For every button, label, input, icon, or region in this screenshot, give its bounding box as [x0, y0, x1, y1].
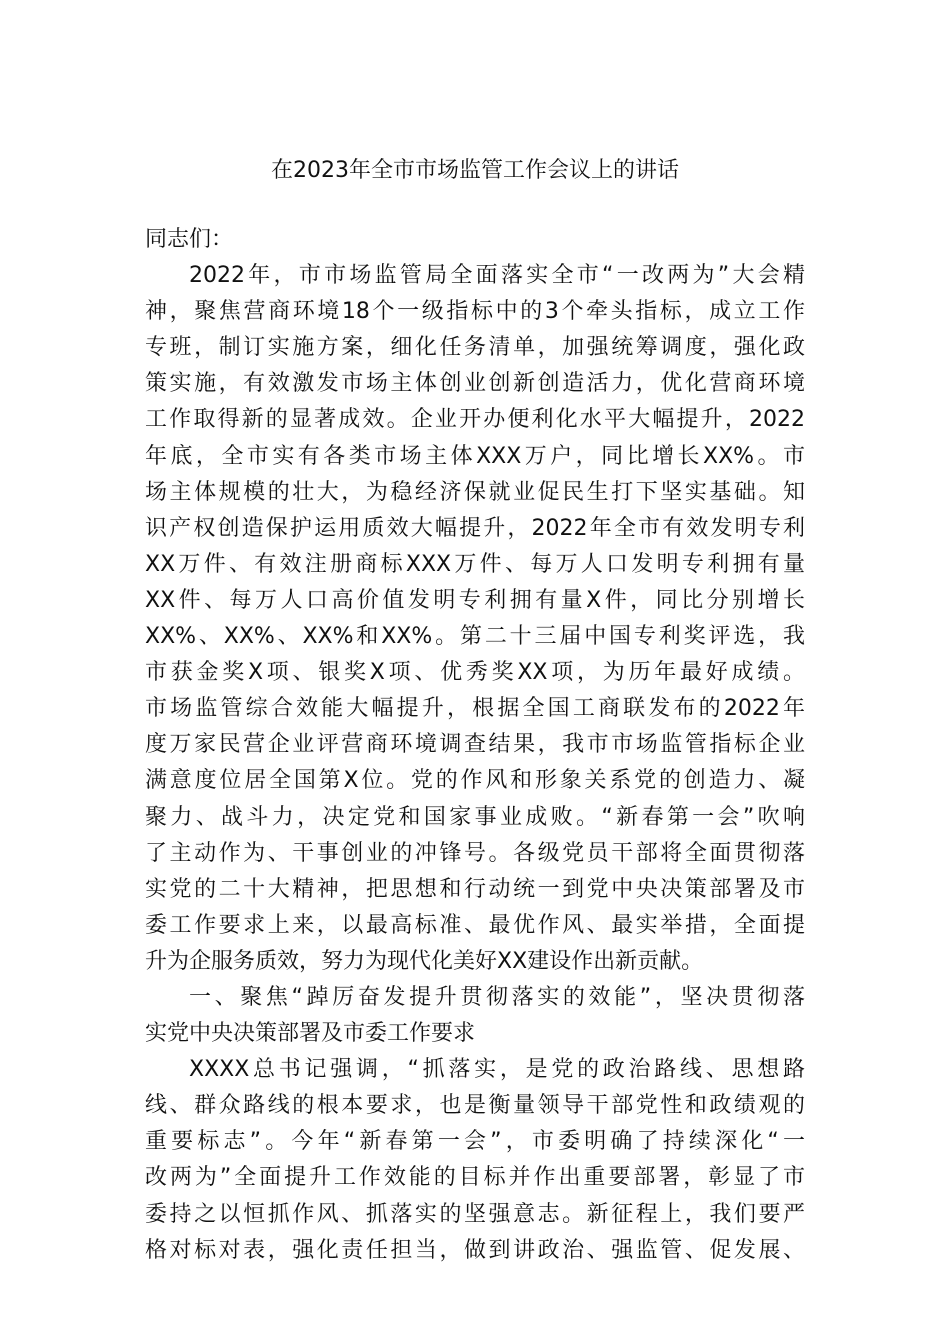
text-line: 满意度位居全国第X位。党的作风和形象关系党的创造力、凝 — [145, 768, 805, 794]
text-line: 神，聚焦营商环境18个一级指标中的3个牵头指标，成立工作 — [145, 299, 805, 325]
text-line: 市场监管综合效能大幅提升，根据全国工商联发布的2022年 — [145, 696, 805, 722]
text-line: 场主体规模的壮大，为稳经济保就业促民生打下坚实基础。知 — [145, 479, 805, 505]
text-line: 识产权创造保护运用质效大幅提升，2022年全市有效发明专利 — [145, 515, 805, 541]
text-line: 策实施，有效激发市场主体创业创新创造活力，优化营商环境 — [145, 371, 805, 397]
text-line: 改两为”全面提升工作效能的目标并作出重要部署，彰显了市 — [145, 1165, 805, 1191]
text-line: XX%、XX%、XX%和XX%。第二十三届中国专利奖评选，我 — [145, 624, 805, 650]
text-line: 重要标志”。今年“新春第一会”，市委明确了持续深化“一 — [145, 1129, 805, 1155]
text-line: 聚力、战斗力，决定党和国家事业成败。“新春第一会”吹响 — [145, 804, 805, 830]
document-body — [145, 222, 805, 1269]
text-line: 委持之以恒抓作风、抓落实的坚强意志。新征程上，我们要严 — [145, 1201, 805, 1227]
text-line: 实党中央决策部署及市委工作要求 — [145, 1021, 476, 1047]
text-line: 一、聚焦“踔厉奋发提升贯彻落实的效能”，坚决贯彻落 — [189, 984, 805, 1010]
text-line: 年底，全市实有各类市场主体XXX万户，同比增长XX%。市 — [145, 443, 805, 469]
document-title: 在2023年全市市场监管工作会议上的讲话 — [271, 158, 679, 183]
text-line: 了主动作为、干事创业的冲锋号。各级党员干部将全面贯彻落 — [145, 840, 805, 866]
text-line: XX件、每万人口高价值发明专利拥有量X件，同比分别增长 — [145, 587, 805, 613]
text-line: 升为企服务质效，努力为现代化美好XX建设作出新贡献。 — [145, 948, 704, 974]
text-line: 2022年，市市场监管局全面落实全市“一改两为”大会精 — [189, 263, 805, 289]
text-line: 专班，制订实施方案，细化任务清单，加强统筹调度，强化政 — [145, 335, 805, 361]
text-line: XX万件、有效注册商标XXX万件、每万人口发明专利拥有量 — [145, 551, 805, 577]
text-line: XXXX总书记强调，“抓落实，是党的政治路线、思想路 — [189, 1057, 805, 1083]
text-line: 委工作要求上来，以最高标准、最优作风、最实举措，全面提 — [145, 912, 805, 938]
text-line: 工作取得新的显著成效。企业开办便利化水平大幅提升，2022 — [145, 407, 805, 433]
text-line: 格对标对表，强化责任担当，做到讲政治、强监管、促发展、 — [145, 1237, 805, 1263]
text-line: 实党的二十大精神，把思想和行动统一到党中央决策部署及市 — [145, 876, 805, 902]
text-line: 度万家民营企业评营商环境调查结果，我市市场监管指标企业 — [145, 732, 805, 758]
text-line: 市获金奖X项、银奖X项、优秀奖XX项，为历年最好成绩。 — [145, 660, 805, 686]
greeting-line: 同志们： — [145, 227, 234, 252]
text-line: 线、群众路线的根本要求，也是衡量领导干部党性和政绩观的 — [145, 1093, 805, 1119]
